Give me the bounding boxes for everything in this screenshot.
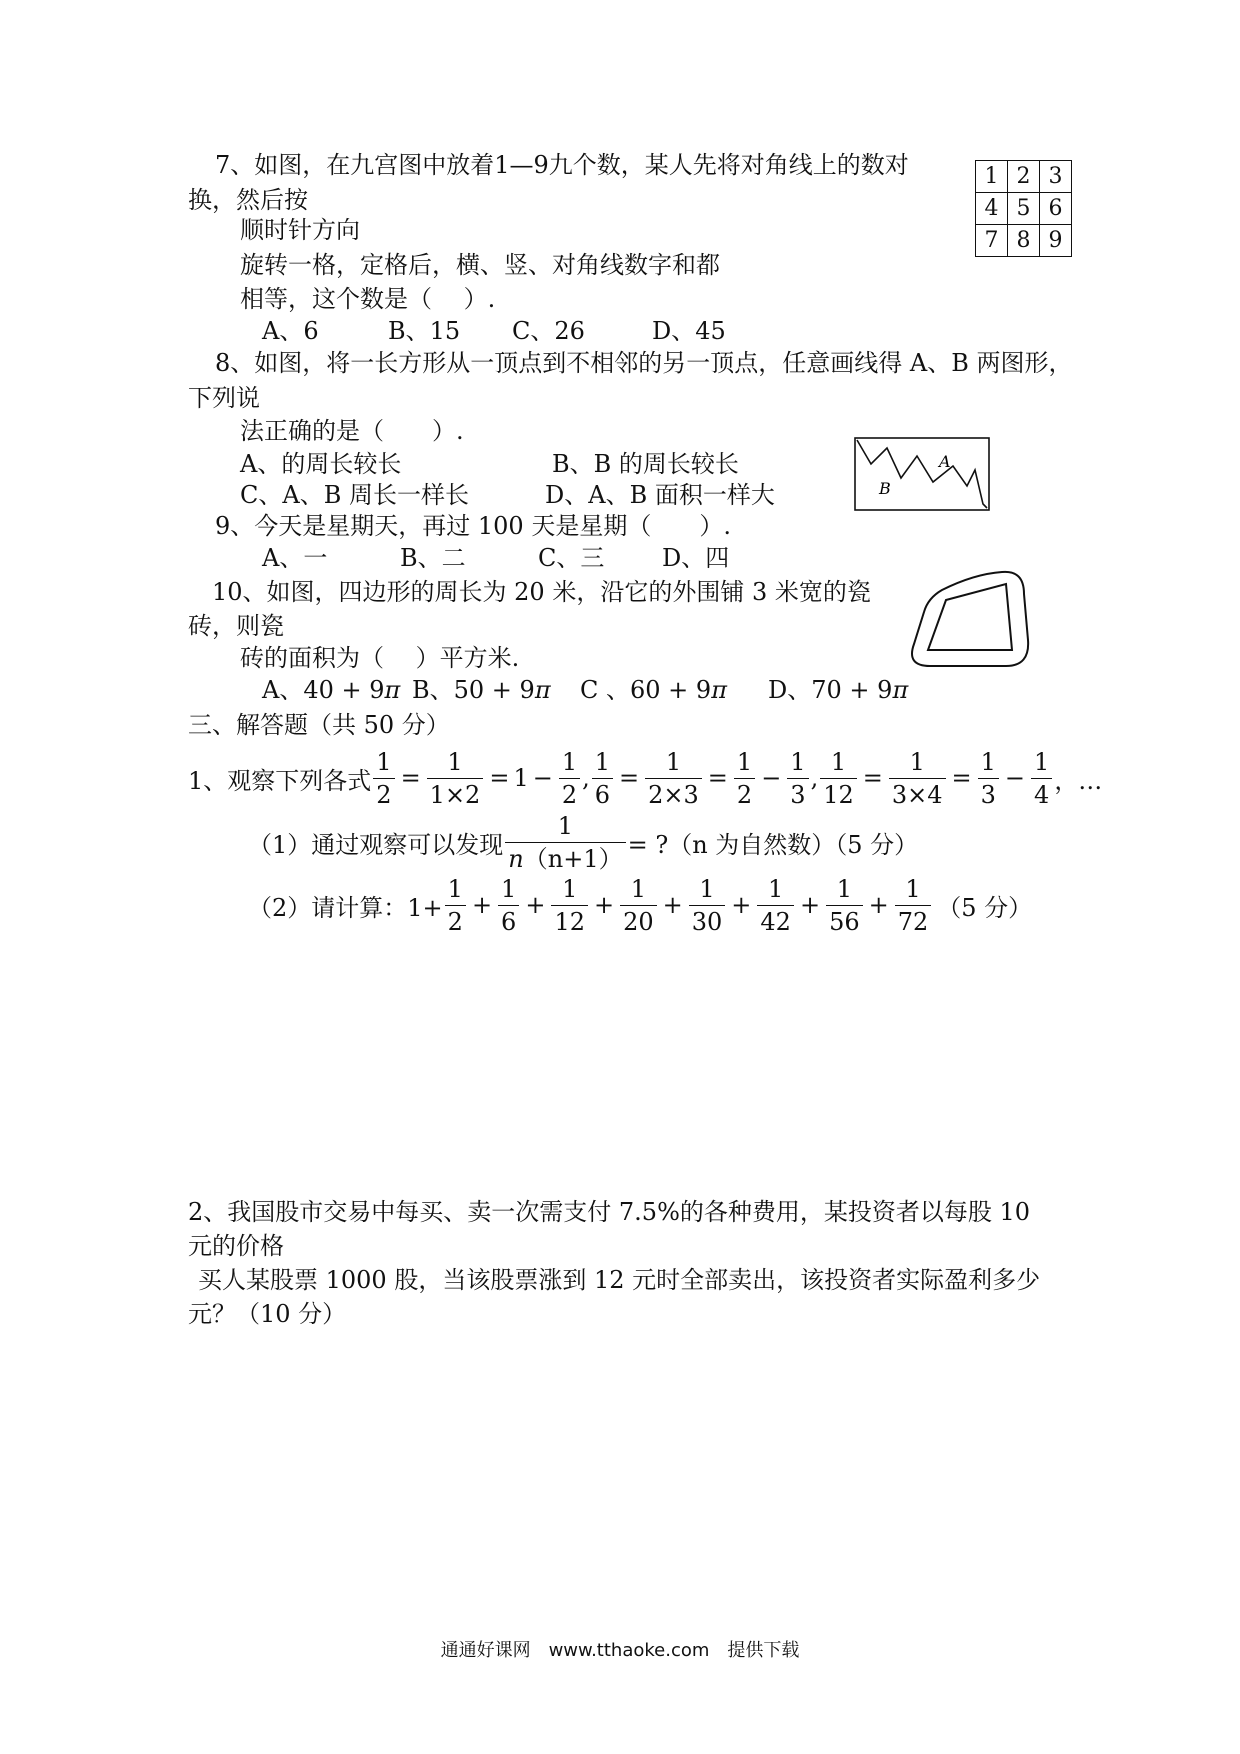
q9-option-a: A、一 xyxy=(262,544,328,572)
fraction: $\frac{1}{1\times 2}$ xyxy=(427,750,484,807)
page-footer: 通通好课网 www.tthaoke.com 提供下载 xyxy=(440,1640,800,1661)
fraction: $\frac{1}{56}$ xyxy=(826,877,863,934)
q2-line-2: 元的价格 xyxy=(188,1232,284,1260)
option-letter: B xyxy=(412,676,430,704)
fraction: $\frac{1}{3\times 4}$ xyxy=(889,750,946,807)
fraction: $\frac{1}{3}$ xyxy=(978,750,999,807)
q9-line-1: 9、今天是星期天，再过 100 天是星期（ ）. xyxy=(215,512,731,540)
option-value: 60 + 9 xyxy=(630,676,712,704)
q10-line-1: 10、如图，四边形的周长为 20 米，沿它的外围铺 3 米宽的瓷 xyxy=(212,578,871,606)
option-sep: 、 xyxy=(787,676,812,704)
q10-option-b xyxy=(412,675,551,705)
grid-cell: 9 xyxy=(1040,225,1072,257)
q1-observe-formula: 1、观察下列各式 $\frac{1}{2}$ = $\frac{1}{1\times 2}$ = 1 − $\frac{1}{2}$ , $\frac{1}{6}$ = $\frac{1}{2\times 3}$ = $\frac{1}{2}$ − $\frac{1}{3}$ , $\frac{1}{12}$ = $\frac{1}{3\times 4}$ = $\frac{1}{3}$ − $\frac{1}{4}$ ，… xyxy=(188,747,1103,809)
q9-option-d: D、四 xyxy=(662,544,730,572)
q7-line-5: 相等，这个数是（ ）. xyxy=(240,285,496,313)
grid-cell: 8 xyxy=(1008,225,1040,257)
fraction: $\frac{1}{2}$ xyxy=(373,750,394,807)
q10-option-c xyxy=(580,675,727,705)
region-b-label: B xyxy=(879,479,891,498)
q7-option-d: D、45 xyxy=(652,317,726,345)
q1-sub2-suffix: （5 分） xyxy=(937,893,1033,922)
q9-option-b: B、二 xyxy=(400,544,466,572)
q8-option-a: A、的周长较长 xyxy=(240,450,402,478)
region-a-label: A xyxy=(939,452,951,471)
option-sep: 、 xyxy=(429,676,454,704)
rectangle-divided-figure xyxy=(853,436,991,512)
option-letter: C xyxy=(580,676,599,704)
option-value: 40 + 9 xyxy=(303,676,385,704)
q1-lead: 1、观察下列各式 xyxy=(188,766,372,795)
q10-line-3: 砖的面积为（ ）平方米. xyxy=(240,644,520,672)
grid-cell: 7 xyxy=(976,225,1008,257)
q1-sub1-prefix: （1）通过观察可以发现 xyxy=(248,830,504,859)
pi-symbol: π xyxy=(892,676,909,704)
q7-line-3: 顺时针方向 xyxy=(240,216,360,244)
fraction: $\frac{1}{2}$ xyxy=(734,750,755,807)
q2-line-1: 2、我国股市交易中每买、卖一次需支付 7.5%的各种费用，某投资者以每股 10 xyxy=(188,1198,1031,1226)
magic-square-grid xyxy=(975,160,1072,257)
option-letter: D xyxy=(768,676,788,704)
grid-cell: 6 xyxy=(1040,193,1072,225)
fraction: $\frac{1}{72}$ xyxy=(895,877,932,934)
grid-cell: 3 xyxy=(1040,161,1072,193)
fraction: $\frac{1}{12}$ xyxy=(820,750,857,807)
q8-option-d: D、A、B 面积一样大 xyxy=(545,481,775,509)
option-value: 50 + 9 xyxy=(453,676,535,704)
option-value: 70 + 9 xyxy=(811,676,893,704)
q1-sub2: （2）请计算：1+ $\frac{1}{2}$ + $\frac{1}{6}$ + $\frac{1}{12}$ + $\frac{1}{20}$ + $\frac{1}{30}$ + $\frac{1}{42}$ + $\frac{1}{56}$ + $\frac{1}{72}$ （5 分） xyxy=(248,874,1033,936)
grid-cell: 5 xyxy=(1008,193,1040,225)
fraction: $\frac{1}{30}$ xyxy=(689,877,726,934)
q9-option-c: C、三 xyxy=(538,544,605,572)
q8-line-1: 8、如图，将一长方形从一顶点到不相邻的另一顶点，任意画线得 A、B 两图形， xyxy=(215,349,1073,377)
q10-line-2: 砖，则瓷 xyxy=(188,612,284,640)
q7-line-1: 7、如图，在九宫图中放着1—9九个数，某人先将对角线上的数对 xyxy=(215,151,909,179)
grid-cell: 1 xyxy=(976,161,1008,193)
fraction: $\frac{1}{4}$ xyxy=(1031,750,1052,807)
q8-option-c: C、A、B 周长一样长 xyxy=(240,481,469,509)
general-term-fraction: $\frac{1}{n(n+1)}$ xyxy=(505,814,625,871)
q10-option-a xyxy=(262,675,400,705)
q8-option-b: B、B 的周长较长 xyxy=(552,450,739,478)
q2-line-4: 元？（10 分） xyxy=(188,1300,347,1328)
fraction: $\frac{1}{2}$ xyxy=(559,750,580,807)
q8-line-2: 下列说 xyxy=(188,384,260,412)
q7-option-a: A、6 xyxy=(262,317,319,345)
fraction: $\frac{1}{3}$ xyxy=(787,750,808,807)
pi-symbol: π xyxy=(711,676,727,704)
q7-line-4: 旋转一格，定格后，横、竖、对角线数字和都 xyxy=(240,251,720,279)
q7-line-2: 换，然后按 xyxy=(188,186,308,214)
q1-sub1-suffix: = ?（n 为自然数）（5 分） xyxy=(627,830,919,859)
pi-symbol: π xyxy=(534,676,551,704)
fraction: $\frac{1}{6}$ xyxy=(592,750,613,807)
fraction: $\frac{1}{20}$ xyxy=(620,877,657,934)
section-3-title: 三、解答题（共 50 分） xyxy=(188,711,450,739)
fraction: $\frac{1}{2}$ xyxy=(445,877,466,934)
q8-line-3: 法正确的是（ ）. xyxy=(240,417,464,445)
grid-cell: 2 xyxy=(1008,161,1040,193)
quadrilateral-tile-figure xyxy=(906,568,1036,672)
q7-option-b: B、15 xyxy=(388,317,461,345)
option-sep: 、 xyxy=(279,676,304,704)
pi-symbol: π xyxy=(384,676,401,704)
q7-option-c: C、26 xyxy=(512,317,585,345)
fraction: $\frac{1}{42}$ xyxy=(757,877,794,934)
fraction: $\frac{1}{2\times 3}$ xyxy=(645,750,702,807)
fraction: $\frac{1}{12}$ xyxy=(551,877,588,934)
q1-tail: ，… xyxy=(1054,766,1103,795)
q2-line-3: 买人某股票 1000 股，当该股票涨到 12 元时全部卖出，该投资者实际盈利多少 xyxy=(198,1266,1041,1294)
q1-sub2-prefix: （2）请计算：1+ xyxy=(248,893,443,922)
option-letter: A xyxy=(262,676,280,704)
grid-cell: 4 xyxy=(976,193,1008,225)
q1-sub1 xyxy=(248,808,918,876)
option-sep: 、 xyxy=(598,676,631,704)
q10-option-d xyxy=(768,675,908,705)
fraction: $\frac{1}{6}$ xyxy=(498,877,519,934)
